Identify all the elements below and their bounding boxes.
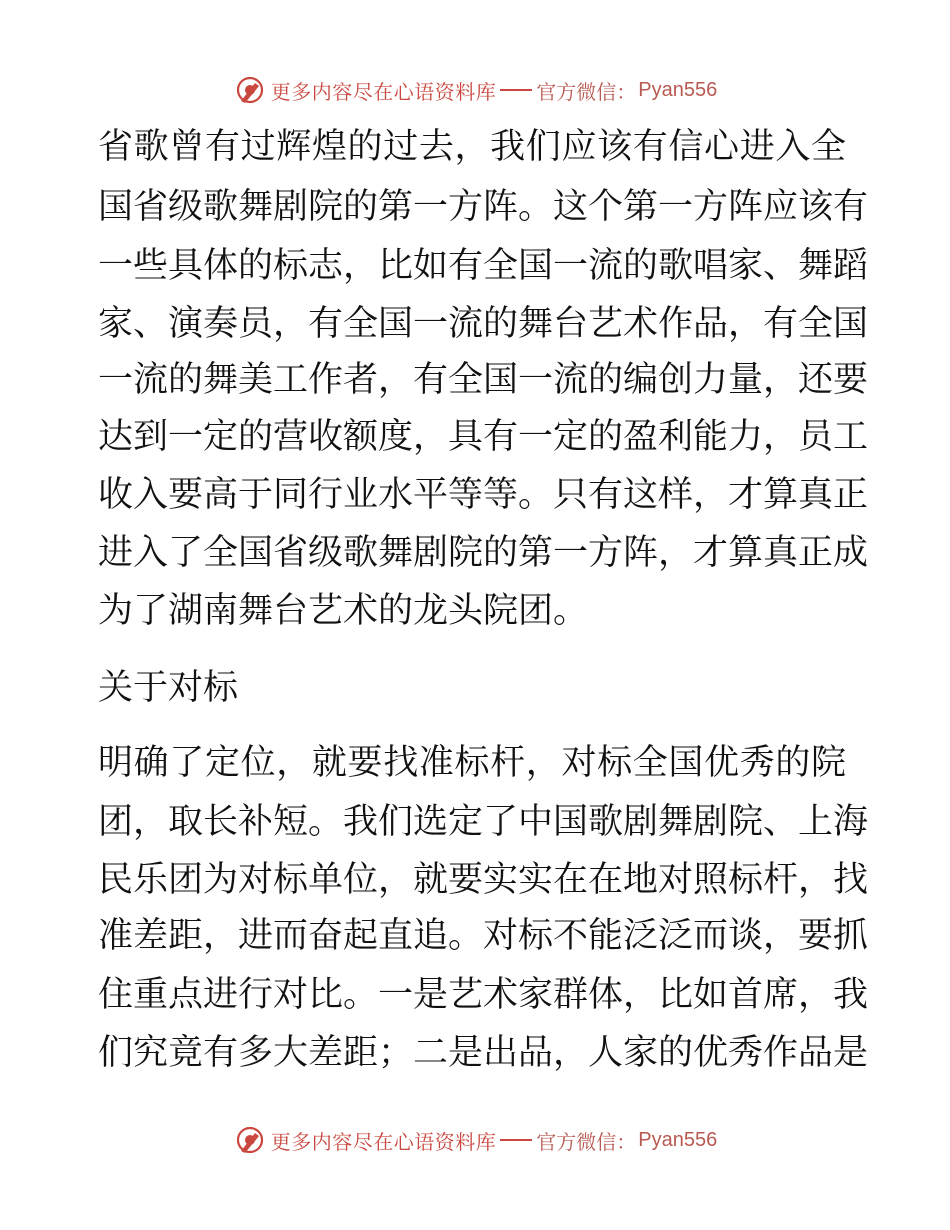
banner-weixin-label: 官方微信：: [536, 79, 637, 104]
text-line: 明确了定位，就要找准标杆，对标全国优秀的院: [98, 743, 846, 783]
text-line: 民乐团为对标单位，就要实实在在地对照标杆，找: [98, 860, 869, 900]
banner-dash: [500, 89, 532, 91]
header-banner: [0, 70, 950, 110]
text-line: 团，取长补短。我们选定了中国歌剧舞剧院、上海: [98, 802, 869, 842]
text-line: 收入要高于同行业水平等等。只有这样，才算真正: [98, 475, 869, 515]
text-line: 一流的舞美工作者，有全国一流的编创力量，还要: [98, 360, 869, 400]
banner-text: 更多内容尽在心语资料库: [270, 79, 497, 104]
text-line: 国省级歌舞剧院的第一方阵。这个第一方阵应该有: [98, 187, 869, 227]
banner-weixin-label: 官方微信：: [536, 1129, 637, 1154]
banner-weixin-id: Pyan556: [638, 78, 718, 101]
section-heading: 关于对标: [98, 668, 239, 708]
text-line: 准差距，进而奋起直追。对标不能泛泛而谈，要抓: [98, 916, 869, 956]
banner-weixin-id: Pyan556: [638, 1128, 718, 1151]
text-line: 达到一定的营收额度，具有一定的盈利能力，员工: [98, 417, 869, 457]
footer-banner: [0, 1120, 950, 1160]
banner-dash: [500, 1139, 532, 1141]
text-line: 一些具体的标志，比如有全国一流的歌唱家、舞蹈: [98, 246, 869, 286]
pen-logo-icon: [233, 73, 267, 107]
text-line: 为了湖南舞台艺术的龙头院团。: [98, 591, 589, 631]
text-line: 省歌曾有过辉煌的过去，我们应该有信心进入全: [98, 127, 846, 167]
pen-logo-icon: [233, 1123, 267, 1157]
banner-text: 更多内容尽在心语资料库: [270, 1129, 497, 1154]
text-line: 进入了全国省级歌舞剧院的第一方阵，才算真正成: [98, 533, 869, 573]
text-line: 们究竟有多大差距；二是出品，人家的优秀作品是: [98, 1033, 869, 1073]
text-line: 家、演奏员，有全国一流的舞台艺术作品，有全国: [98, 304, 869, 344]
text-line: 住重点进行对比。一是艺术家群体，比如首席，我: [98, 975, 869, 1015]
